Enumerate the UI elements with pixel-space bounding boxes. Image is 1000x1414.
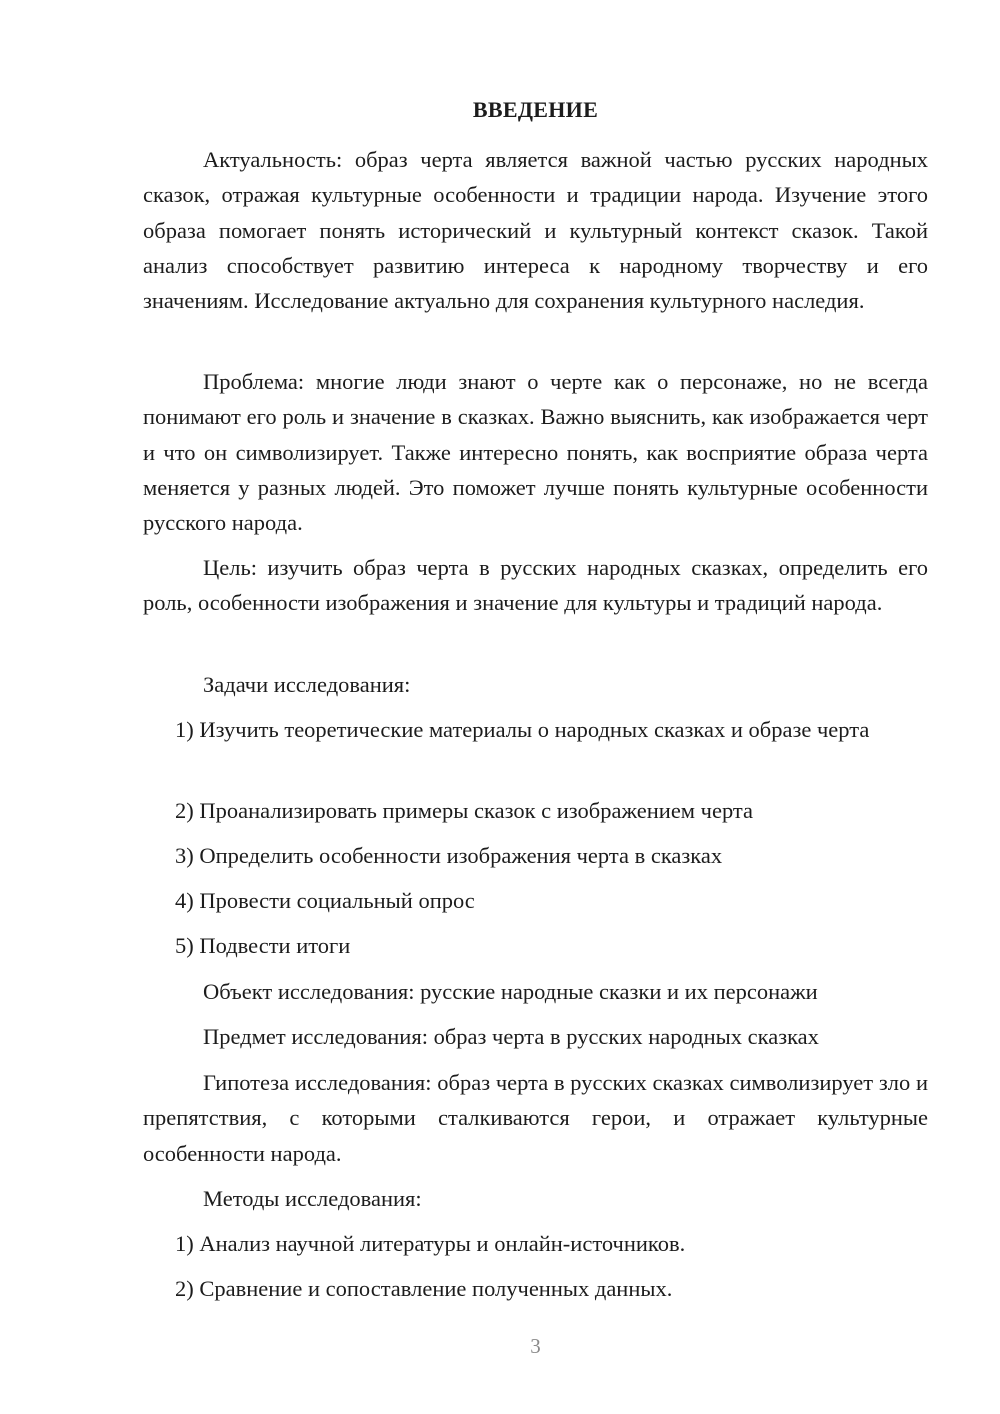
research-subject: Предмет исследования: образ черта в русских народных сказках [203,1024,819,1049]
hypothesis-paragraph: Гипотеза исследования: образ черта в русских сказках символизирует зло и препятствия, с которыми сталкиваются герои, и отражает культурные особенности народа. [143,1070,928,1166]
task-item-3: 3) Определить особенности изображения черта в сказках [175,843,723,868]
relevance-paragraph: Актуальность: образ черта является важной частью русских народных сказок, отражая культурные особенности и традиции народа. Изучение этого образа помогает понять исторический и культурный контекст сказок. Такой анализ способствует развитию интереса к народному творчеству и его значениям. Исследование актуально для сохранения культурного наследия. [143,147,928,314]
tasks-label: Задачи исследования: [203,672,411,697]
goal-paragraph: Цель: изучить образ черта в русских народных сказках, определить его роль, особенности изображения и значение для культуры и традиций народа. [143,555,928,616]
task-item-4: 4) Провести социальный опрос [175,888,475,913]
problem-paragraph: Проблема: многие люди знают о черте как о персонаже, но не всегда понимают его роль и значение в сказках. Важно выяснить, как изображается черт и что он символизирует. Также интересно понять, как восприятие образа черта меняется у разных людей. Это поможет лучше понять культурные особенности русского народа. [143,369,928,536]
task-item-1: 1) Изучить теоретические материалы о народных сказках и образе черта [175,717,870,742]
section-heading: ВВЕДЕНИЕ [472,97,599,122]
task-item-5: 5) Подвести итоги [175,933,351,958]
method-item-1: 1) Анализ научной литературы и онлайн-источников. [175,1231,686,1256]
task-item-2: 2) Проанализировать примеры сказок с изображением черта [175,798,754,823]
method-item-2: 2) Сравнение и сопоставление полученных данных. [175,1276,673,1301]
research-object: Объект исследования: русские народные сказки и их персонажи [203,979,818,1004]
page-number: 3 [530,1334,541,1358]
methods-label: Методы исследования: [203,1186,422,1211]
